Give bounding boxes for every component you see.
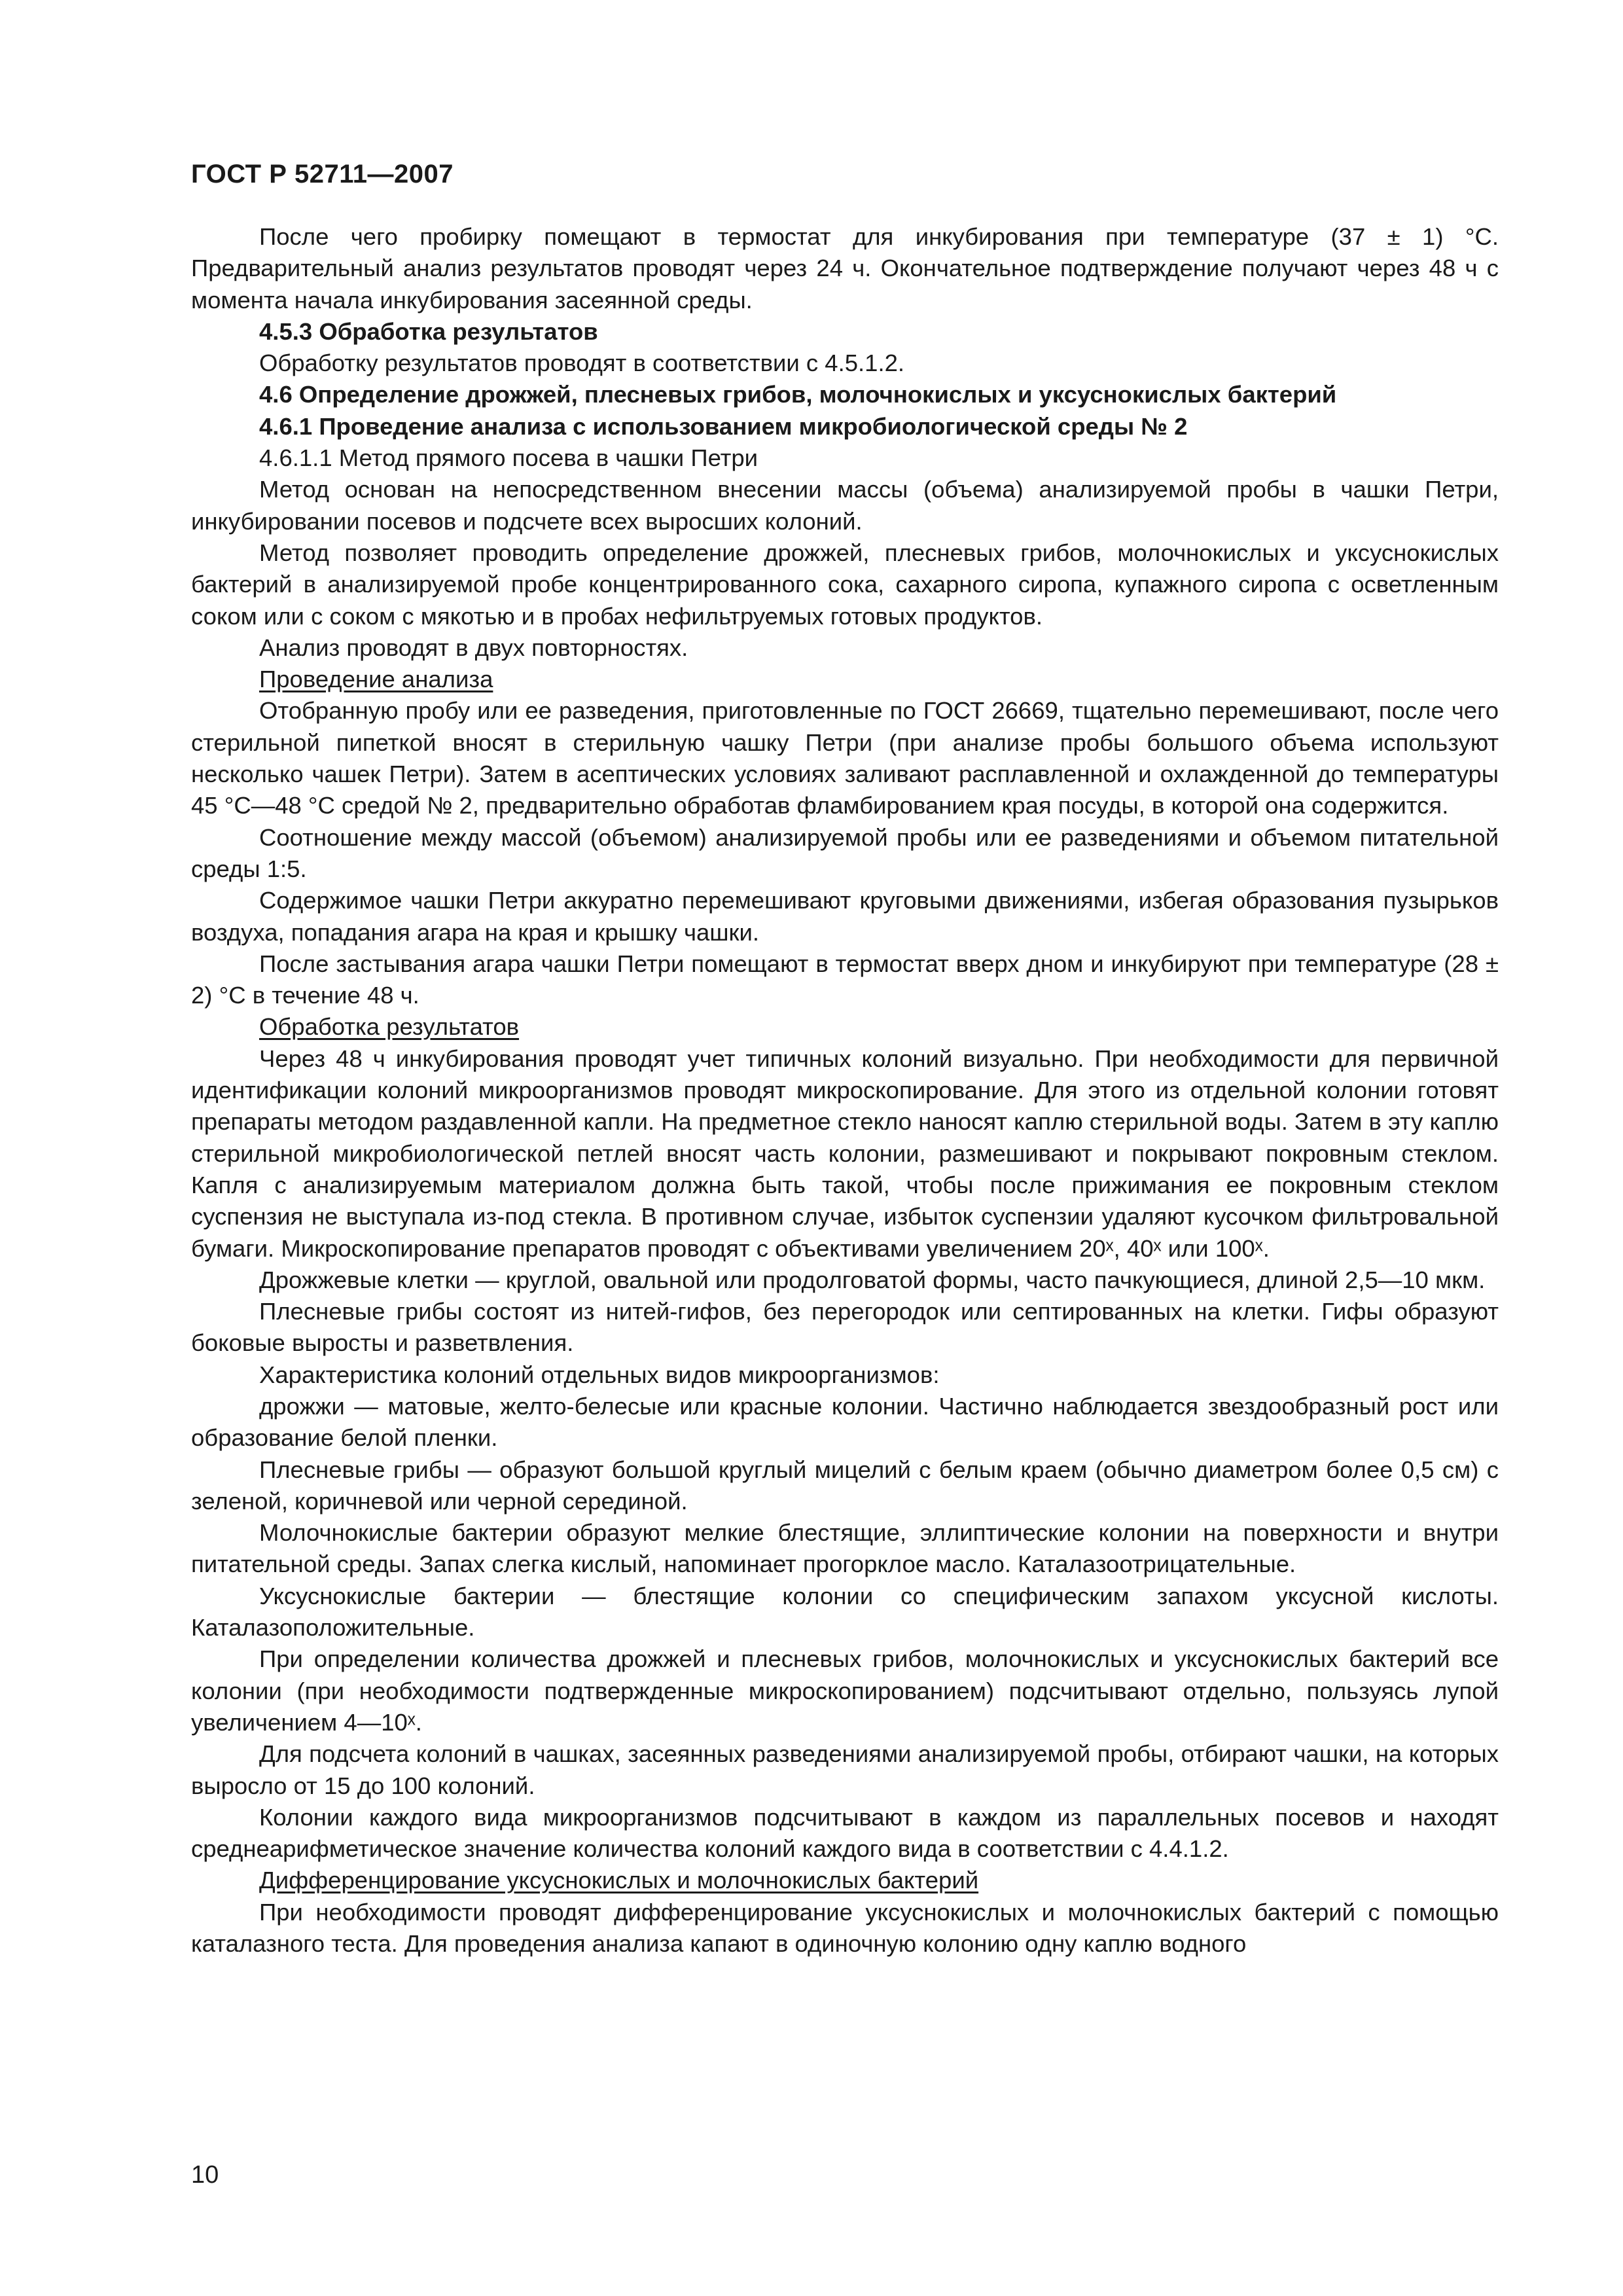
body-paragraph: Молочнокислые бактерии образуют мелкие блестящие, эллиптические колонии на поверхности и внутри питательной среды. Запах слегка кислый, напоминает прогорклое масло. Каталазоотрицательные. xyxy=(191,1519,1499,1578)
body-paragraph: После чего пробирку помещают в термостат для инкубирования при температуре (37 ± 1) °С. Предварительный анализ результатов проводят через 24 ч. Окончательное подтверждение получают через 48 ч с момента начала инкубирования засеянной среды. xyxy=(191,223,1499,314)
section-heading: 4.5.3 Обработка результатов xyxy=(259,317,598,345)
body-paragraph: Плесневые грибы — образуют большой круглый мицелий с белым краем (обычно диаметром более 0,5 см) с зеленой, коричневой или черной серединой. xyxy=(191,1456,1499,1515)
document-body xyxy=(191,221,1499,1960)
body-paragraph: Метод позволяет проводить определение дрожжей, плесневых грибов, молочнокислых и уксуснокислых бактерий в анализируемой пробе концентрированного сока, сахарного сиропа, купажного сиропа с осветленным соком или с соком с мякотью и в пробах нефильтруемых готовых продуктов. xyxy=(191,539,1499,630)
page-number: 10 xyxy=(191,2161,219,2189)
body-paragraph: При необходимости проводят дифференцирование уксуснокислых и молочнокислых бактерий с помощью каталазного теста. Для проведения анализа капают в одиночную колонию одну каплю водного xyxy=(191,1898,1499,1958)
subsection-title xyxy=(191,664,1499,695)
body-paragraph: При определении количества дрожжей и плесневых грибов, молочнокислых и уксуснокислых бактерий все колонии (при необходимости подтвержденные микроскопированием) подсчитывают отдельно, пользуясь лупой увеличением 4—10ˣ. xyxy=(191,1645,1499,1736)
body-paragraph: Характеристика колоний отдельных видов микроорганизмов: xyxy=(259,1361,940,1388)
body-paragraph: После застывания агара чашки Петри помещают в термостат вверх дном и инкубируют при температуре (28 ± 2) °С в течение 48 ч. xyxy=(191,950,1499,1009)
body-paragraph: Плесневые грибы состоят из нитей-гифов, без перегородок или септированных на клетки. Гифы образуют боковые выросты и разветвления. xyxy=(191,1298,1499,1357)
underlined-title-text: Дифференцирование уксуснокислых и молочнокислых бактерий xyxy=(259,1867,979,1894)
document-code-header: ГОСТ Р 52711—2007 xyxy=(191,160,454,188)
underlined-title-text: Обработка результатов xyxy=(259,1013,520,1041)
body-paragraph: Содержимое чашки Петри аккуратно перемешивают круговыми движениями, избегая образования пузырьков воздуха, попадания агара на края и крышку чашки. xyxy=(191,887,1499,946)
section-heading: 4.6.1 Проведение анализа с использованием микробиологической среды № 2 xyxy=(259,412,1188,440)
body-paragraph: Дрожжевые клетки — круглой, овальной или продолговатой формы, часто пачкующиеся, длиной 2,5—10 мкм. xyxy=(259,1266,1486,1293)
body-paragraph: Соотношение между массой (объемом) анализируемой пробы или ее разведениями и объемом питательной среды 1:5. xyxy=(191,823,1499,882)
subsection-title xyxy=(191,1865,1499,1896)
section-heading: 4.6 Определение дрожжей, плесневых грибов, молочнокислых и уксуснокислых бактерий xyxy=(259,381,1337,408)
body-paragraph: Колонии каждого вида микроорганизмов подсчитывают в каждом из параллельных посевов и находят среднеарифметическое значение количества колоний каждого вида в соответствии с 4.4.1.2. xyxy=(191,1803,1499,1863)
body-paragraph: Уксуснокислые бактерии — блестящие колонии со специфическим запахом уксусной кислоты. Каталазоположительные. xyxy=(191,1582,1499,1641)
body-paragraph: 4.6.1.1 Метод прямого посева в чашки Петри xyxy=(259,444,758,472)
body-paragraph: Для подсчета колоний в чашках, засеянных разведениями анализируемой пробы, отбирают чашки, на которых выросло от 15 до 100 колоний. xyxy=(191,1740,1499,1799)
body-paragraph: Через 48 ч инкубирования проводят учет типичных колоний визуально. При необходимости для первичной идентификации колоний микроорганизмов проводят микроскопирование. Для этого из отдельной колонии готовят препараты методом раздавленной капли. На предметное стекло наносят каплю стерильной воды. Затем в эту каплю стерильной микробиологической петлей вносят часть колонии, размешивают и покрывают покровным стеклом. Капля с анализируемым материалом должна быть такой, чтобы после прижимания ее покровным стеклом суспензия не выступала из-под стекла. В противном случае, избыток суспензии удаляют кусочком фильтровальной бумаги. Микроскопирование препаратов проводят с объективами увеличением 20ˣ, 40ˣ или 100ˣ. xyxy=(191,1045,1499,1262)
body-paragraph: Обработку результатов проводят в соответствии с 4.5.1.2. xyxy=(259,350,905,377)
subsection-title xyxy=(191,1011,1499,1043)
underlined-title-text: Проведение анализа xyxy=(259,666,493,693)
body-paragraph: дрожжи — матовые, желто-белесые или красные колонии. Частично наблюдается звездообразный рост или образование белой пленки. xyxy=(191,1392,1499,1452)
body-paragraph: Метод основан на непосредственном внесении массы (объема) анализируемой пробы в чашки Петри, инкубировании посевов и подсчете всех выросших колоний. xyxy=(191,476,1499,535)
body-paragraph: Анализ проводят в двух повторностях. xyxy=(259,634,688,661)
body-paragraph: Отобранную пробу или ее разведения, приготовленные по ГОСТ 26669, тщательно перемешивают, после чего стерильной пипеткой вносят в стерильную чашку Петри (при анализе пробы большого объема используют несколько чашек Петри). Затем в асептических условиях заливают расплавленной и охлажденной до температуры 45 °С—48 °С средой № 2, предварительно обработав фламбированием края посуды, в которой она содержится. xyxy=(191,697,1499,819)
